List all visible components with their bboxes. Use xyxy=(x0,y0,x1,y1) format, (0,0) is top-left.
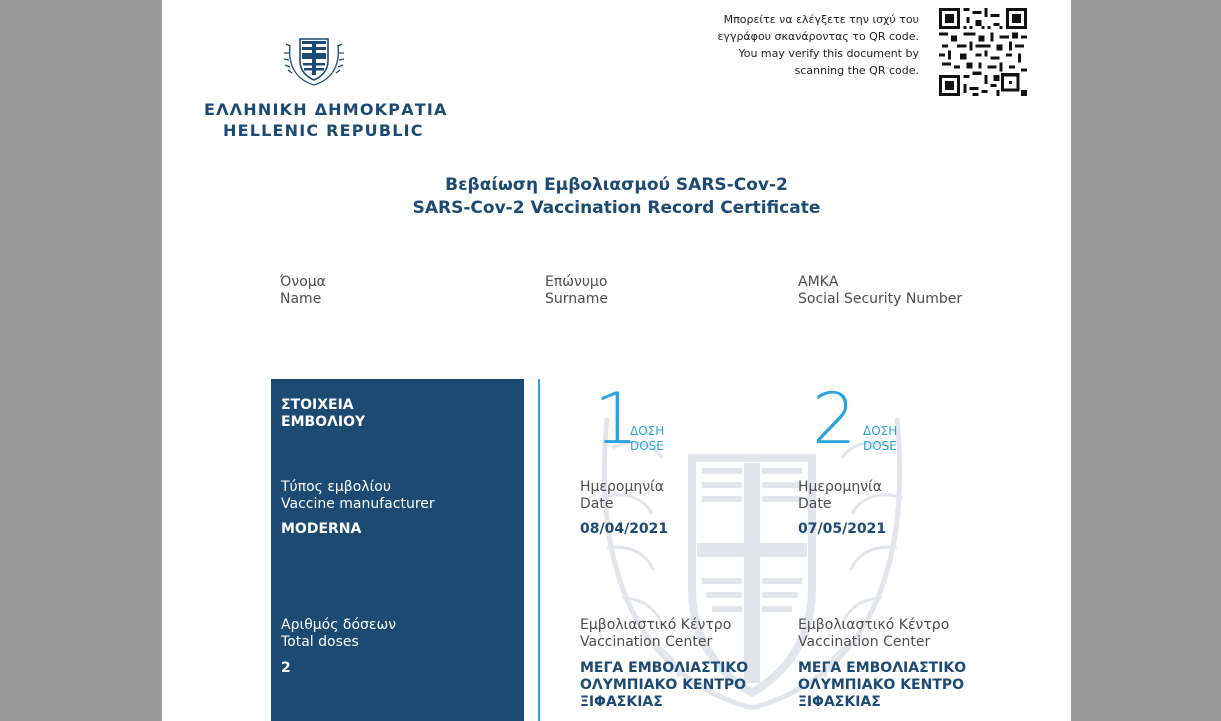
certificate-title-greek: Βεβαίωση Εμβολιασμού SARS-Cov-2 xyxy=(445,175,788,195)
center-line: ΜΕΓΑ ΕΜΒΟΛΙΑΣΤΙΚΟ xyxy=(798,660,967,676)
surname-label-greek: Επώνυμο xyxy=(545,274,608,290)
qr-verification-text xyxy=(669,11,919,79)
center-label-greek: Εμβολιαστικό Κέντρο xyxy=(798,617,950,633)
date-label-english: Date xyxy=(798,496,832,512)
surname-label-english: Surname xyxy=(545,291,608,307)
certificate-title-english: SARS-Cov-2 Vaccination Record Certificate xyxy=(412,198,821,218)
amka-label-greek: ΑΜΚΑ xyxy=(798,274,839,290)
manufacturer-value: MODERNA xyxy=(281,521,362,537)
amka-label-english: Social Security Number xyxy=(798,291,963,307)
center-label-greek: Εμβολιαστικό Κέντρο xyxy=(580,617,732,633)
center-line: ΞΙΦΑΣΚΙΑΣ xyxy=(798,694,881,710)
dose-number: 1 xyxy=(594,378,639,460)
dose-label-greek: ΔΟΣΗ xyxy=(863,424,898,438)
total-doses-label-english: Total doses xyxy=(281,634,359,650)
name-label-english: Name xyxy=(280,291,322,307)
center-label xyxy=(580,617,731,651)
qr-text-line: scanning the QR code. xyxy=(794,64,919,77)
sidebar-heading-line: ΣΤΟΙΧΕΙΑ xyxy=(281,397,354,413)
center-label-english: Vaccination Center xyxy=(580,634,713,650)
qr-text-line: Μπορείτε να ελέγξετε την ισχύ του xyxy=(723,13,919,26)
dose-label-english: DOSE xyxy=(863,439,897,453)
date-label xyxy=(580,479,664,513)
vaccination-center xyxy=(798,660,966,711)
center-label xyxy=(798,617,949,651)
name-label-greek: Όνομα xyxy=(280,274,326,290)
total-doses-label xyxy=(281,617,396,651)
dose-label-greek: ΔΟΣΗ xyxy=(630,424,665,438)
center-line: ΞΙΦΑΣΚΙΑΣ xyxy=(580,694,663,710)
sidebar-heading-line: ΕΜΒΟΛΙΟΥ xyxy=(281,414,366,430)
sidebar-heading xyxy=(281,397,365,431)
greek-coat-of-arms-icon xyxy=(284,27,344,89)
dose-label-english: DOSE xyxy=(630,439,664,453)
qr-code-icon[interactable] xyxy=(939,8,1027,96)
date-label-greek: Ημερομηνία xyxy=(798,479,883,495)
dose-date: 08/04/2021 xyxy=(580,521,669,537)
divider-line xyxy=(538,379,540,721)
surname-label xyxy=(545,274,608,308)
center-line: ΟΛΥΜΠΙΑΚΟ ΚΕΝΤΡΟ xyxy=(580,677,747,693)
center-line: ΜΕΓΑ ΕΜΒΟΛΙΑΣΤΙΚΟ xyxy=(580,660,749,676)
dose-label xyxy=(863,424,897,454)
total-doses-value: 2 xyxy=(281,660,291,676)
certificate-page xyxy=(162,0,1071,721)
dose-label xyxy=(630,424,664,454)
manufacturer-label-greek: Τύπος εμβολίου xyxy=(281,479,391,495)
qr-text-line: εγγράφου σκανάροντας το QR code. xyxy=(717,30,919,43)
dose-number: 2 xyxy=(812,378,857,460)
dose-date: 07/05/2021 xyxy=(798,521,887,537)
manufacturer-label xyxy=(281,479,435,513)
center-label-english: Vaccination Center xyxy=(798,634,931,650)
amka-label xyxy=(798,274,962,308)
total-doses-label-greek: Αριθμός δόσεων xyxy=(281,617,397,633)
center-line: ΟΛΥΜΠΙΑΚΟ ΚΕΝΤΡΟ xyxy=(798,677,965,693)
date-label-greek: Ημερομηνία xyxy=(580,479,665,495)
date-label xyxy=(798,479,882,513)
republic-name-english: HELLENIC REPUBLIC xyxy=(223,121,424,140)
vaccination-center xyxy=(580,660,748,711)
republic-name-greek: ΕΛΛΗΝΙΚΗ ΔΗΜΟΚΡΑΤΙΑ xyxy=(204,100,448,119)
qr-text-line: You may verify this document by xyxy=(738,47,919,60)
manufacturer-label-english: Vaccine manufacturer xyxy=(281,496,435,512)
name-label xyxy=(280,274,326,308)
date-label-english: Date xyxy=(580,496,614,512)
